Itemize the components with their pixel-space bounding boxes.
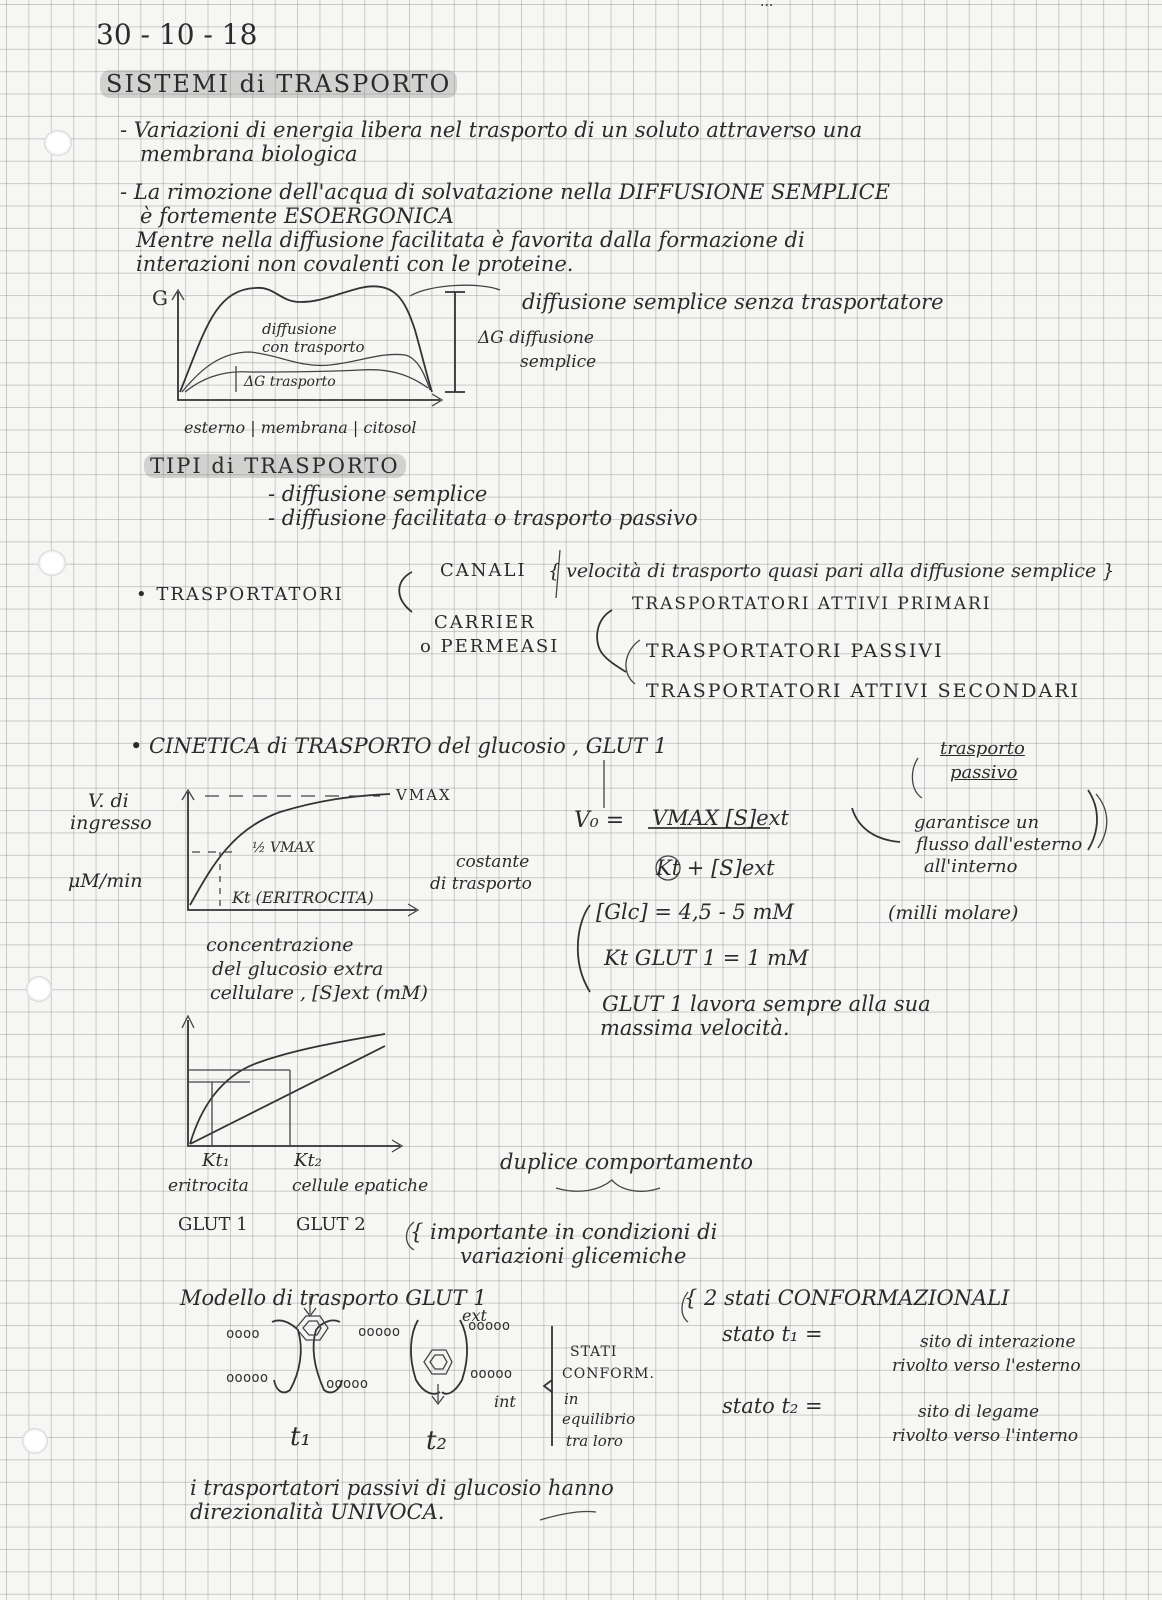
intro-line: membrana biologica <box>140 142 358 166</box>
curve1-label: diffusione semplice senza trasportatore <box>522 290 944 314</box>
graph2-x-label: del glucosio extra <box>212 958 384 980</box>
graph2-y-label: V. di <box>88 790 129 812</box>
importante-note: variazioni glicemiche <box>460 1244 687 1268</box>
bracket-note: equilibrio <box>562 1410 636 1428</box>
vmax-label: VMAX <box>396 786 452 804</box>
carrier-label: o PERMEASI <box>420 636 560 657</box>
canali-label: CANALI <box>440 560 527 581</box>
stati-label: { 2 stati CONFORMAZIONALI <box>684 1286 1010 1310</box>
costante-label: costante <box>456 852 530 872</box>
trasportatori-secondari: TRASPORTATORI ATTIVI SECONDARI <box>646 680 1081 702</box>
final-line: direzionalità UNIVOCA. <box>190 1500 445 1524</box>
page-title: SISTEMI di TRASPORTO <box>100 70 457 98</box>
stato1-label: stato t₁ = <box>722 1322 823 1346</box>
glut1-label: GLUT 1 <box>178 1214 248 1235</box>
kt1-label: Kt₁ <box>202 1150 230 1171</box>
svg-text:ooooo: ooooo <box>358 1324 401 1340</box>
kt-glut1: Kt GLUT 1 = 1 mM <box>604 946 809 970</box>
carrier-label: CARRIER <box>434 612 536 633</box>
canali-note: { velocità di trasporto quasi pari alla diffusione semplice } <box>548 560 1115 582</box>
curve2-label: con trasporto <box>262 338 365 356</box>
bracket <box>399 572 412 612</box>
graph1-y-label: G <box>152 286 168 310</box>
intro-line: - Variazioni di energia libera nel trasporto di un soluto attraverso una <box>120 118 863 142</box>
stato1-desc: sito di interazione <box>920 1332 1076 1352</box>
delta-g-transport: ΔG trasporto <box>244 374 336 390</box>
svg-text:oooo: oooo <box>226 1326 260 1342</box>
glc-note: (milli molare) <box>888 902 1019 924</box>
modello-heading: Modello di trasporto GLUT 1 <box>180 1286 487 1310</box>
graph2-y-unit: μM/min <box>68 870 143 892</box>
final-line: i trasportatori passivi di glucosio hanno <box>190 1476 614 1500</box>
half-vmax-label: ½ VMAX <box>252 840 315 856</box>
t1-label: t₁ <box>290 1422 311 1452</box>
curve-glut2 <box>190 1046 385 1144</box>
cinetica-note: trasporto <box>940 738 1025 759</box>
equation-lhs: V₀ = <box>574 808 625 833</box>
kt2-label: Kt₂ <box>294 1150 322 1171</box>
bracket-note: tra loro <box>566 1432 623 1450</box>
glut2-label: GLUT 2 <box>296 1214 366 1235</box>
trasportatori-label: • TRASPORTATORI <box>136 584 344 605</box>
cinetica-note: passivo <box>950 762 1018 783</box>
svg-text:ooooo: ooooo <box>326 1376 369 1392</box>
bracket-note: CONFORM. <box>562 1366 655 1382</box>
curve-glut1 <box>190 1034 385 1144</box>
graph2-y-label: ingresso <box>70 812 152 834</box>
stato1-desc: rivolto verso l'esterno <box>892 1356 1081 1376</box>
trasportatori-primari: TRASPORTATORI ATTIVI PRIMARI <box>632 594 992 614</box>
stato2-desc: rivolto verso l'interno <box>892 1426 1079 1446</box>
svg-text:ooooo: ooooo <box>468 1318 511 1334</box>
equation-numerator: VMAX [S]ext <box>652 806 789 830</box>
tipi-item: - diffusione facilitata o trasporto passivo <box>268 506 698 530</box>
stato2-desc: sito di legame <box>918 1402 1040 1422</box>
tipi-heading: TIPI di TRASPORTO <box>144 454 406 478</box>
glc-concentration: [Glc] = 4,5 - 5 mM <box>596 900 794 924</box>
delta-g-simple: semplice <box>520 352 597 372</box>
tipi-item: - diffusione semplice <box>268 482 488 506</box>
bracket <box>597 610 626 672</box>
date: 30 - 10 - 18 <box>96 18 258 51</box>
glut-max: massima velocità. <box>600 1016 790 1040</box>
top-scribble: ... <box>760 0 774 10</box>
svg-text:ooooo: ooooo <box>226 1370 269 1386</box>
glut1-model-drawing <box>226 1296 552 1446</box>
cinetica-note: garantisce un <box>914 812 1040 833</box>
bracket-note: in <box>564 1390 579 1408</box>
cinetica-note: flusso dall'esterno <box>916 834 1083 855</box>
cinetica-note: all'interno <box>924 856 1018 877</box>
costante-label: di trasporto <box>430 874 532 894</box>
ext-label: ext <box>462 1306 487 1325</box>
stato2-label: stato t₂ = <box>722 1394 823 1418</box>
graph3-axes <box>188 1020 400 1146</box>
graph1-x-labels: esterno | membrana | citosol <box>184 418 417 437</box>
delta-g-simple: ΔG diffusione <box>478 328 594 348</box>
graph2-x-label: concentrazione <box>206 934 354 956</box>
delta-g-marker <box>445 292 465 392</box>
graph2-x-label: cellulare , [S]ext (mM) <box>210 982 428 1004</box>
importante-note: { importante in condizioni di <box>410 1220 718 1244</box>
intro-line: - La rimozione dell'acqua di solvatazione nella DIFFUSIONE SEMPLICE <box>120 180 890 204</box>
intro-line: è fortemente ESOERGONICA <box>140 204 454 228</box>
trasportatori-passivi: TRASPORTATORI PASSIVI <box>646 640 944 662</box>
glut-max: GLUT 1 lavora sempre alla sua <box>602 992 931 1016</box>
duplice-label: duplice comportamento <box>500 1150 754 1174</box>
kt-label: Kt (ERITROCITA) <box>232 888 374 907</box>
intro-line: Mentre nella diffusione facilitata è favorita dalla formazione di <box>136 228 805 252</box>
cell-epatiche: cellule epatiche <box>292 1176 429 1196</box>
cell-eritrocita: eritrocita <box>168 1176 249 1196</box>
curve2-label: diffusione <box>262 320 337 338</box>
svg-text:ooooo: ooooo <box>470 1366 513 1382</box>
equation-denominator: Kt + [S]ext <box>656 856 775 880</box>
cinetica-heading: • CINETICA di TRASPORTO del glucosio , GLUT 1 <box>130 734 668 758</box>
intro-line: interazioni non covalenti con le proteine. <box>136 252 574 276</box>
bracket-note: STATI <box>570 1344 618 1360</box>
t2-label: t₂ <box>426 1426 447 1456</box>
int-label: int <box>494 1392 516 1411</box>
